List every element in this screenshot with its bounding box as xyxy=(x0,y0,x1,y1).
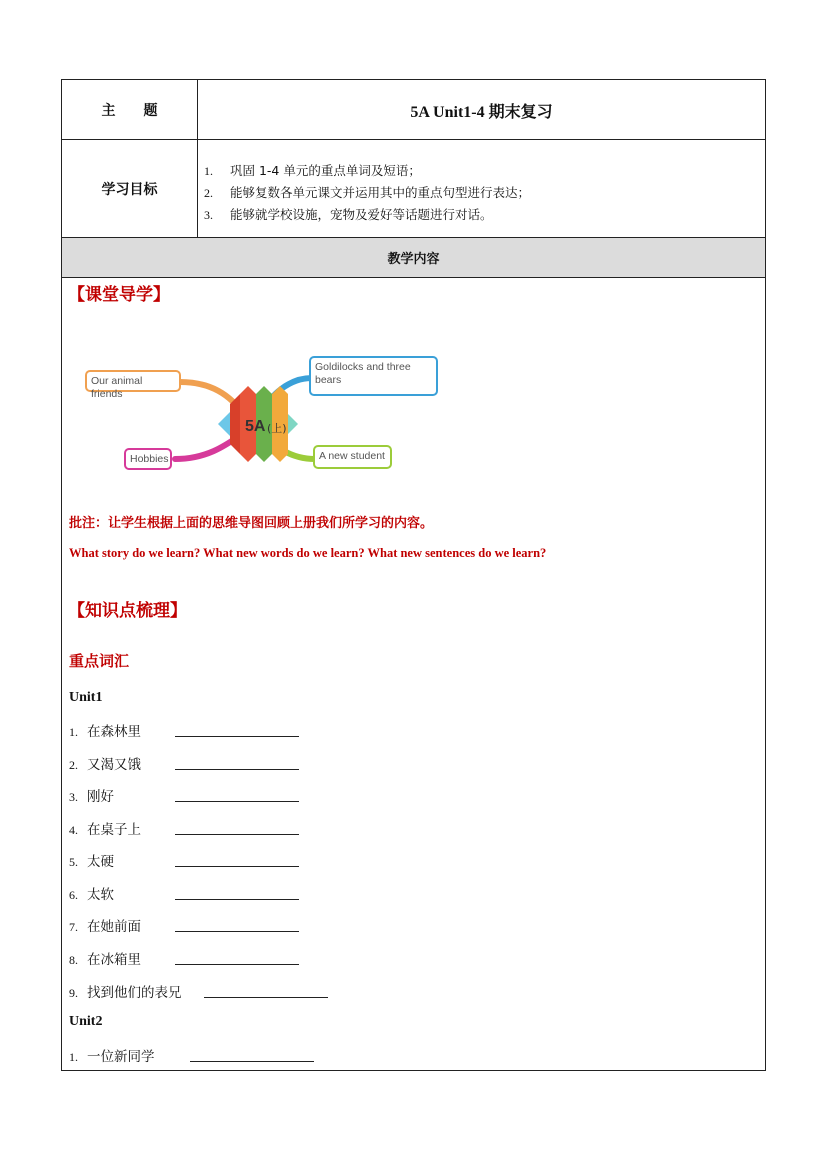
goal-num: 2. xyxy=(204,186,213,200)
section-knowledge-title: 【知识点梳理】 xyxy=(68,601,187,621)
vocab-item xyxy=(69,785,114,805)
lesson-plan-table xyxy=(61,79,766,1071)
vocab-text: 又渴又饿 xyxy=(87,757,141,773)
node-hobbies: Hobbies xyxy=(124,448,172,470)
goal-item xyxy=(204,160,530,182)
key-vocab-title: 重点词汇 xyxy=(69,652,130,670)
vocab-num: 1. xyxy=(69,1050,78,1064)
mind-map xyxy=(80,354,440,484)
node-goldilocks: Goldilocks and three bears xyxy=(309,356,438,396)
vocab-item xyxy=(69,948,141,968)
note-en: What story do we learn? What new words do we learn? What new sentences do we learn? xyxy=(69,546,547,560)
answer-blank[interactable] xyxy=(175,769,299,770)
vocab-num: 3. xyxy=(69,790,78,804)
mind-map-center-sub: (上) xyxy=(267,422,287,435)
goal-text: 能够就学校设施，宠物及爱好等话题进行对话。 xyxy=(230,207,493,222)
goals-row xyxy=(62,140,765,238)
vocab-text: 刚好 xyxy=(87,789,114,805)
vocab-item xyxy=(69,850,114,870)
answer-blank[interactable] xyxy=(190,1061,314,1062)
vocab-text: 在冰箱里 xyxy=(87,952,141,968)
goals-list xyxy=(204,160,530,226)
vocab-text: 太硬 xyxy=(87,854,114,870)
mind-map-center-main: 5A xyxy=(245,418,266,435)
vocab-text: 一位新同学 xyxy=(87,1049,155,1065)
vocab-item xyxy=(69,818,141,838)
vocab-text: 太软 xyxy=(87,887,114,903)
vocab-num: 2. xyxy=(69,758,78,772)
vocab-text: 找到他们的表兄 xyxy=(87,985,182,1001)
node-our-animal-friends: Our animal friends xyxy=(85,370,181,392)
vocab-num: 1. xyxy=(69,725,78,739)
hex-strip-red xyxy=(230,394,240,454)
vocab-text: 在森林里 xyxy=(87,724,141,740)
goal-num: 1. xyxy=(204,164,213,178)
goal-num: 3. xyxy=(204,208,213,222)
vocab-item xyxy=(69,1045,155,1065)
note-cn: 批注：让学生根据上面的思维导图回顾上册我们所学习的内容。 xyxy=(69,516,434,531)
vocab-num: 9. xyxy=(69,986,78,1000)
content-body xyxy=(62,278,765,1070)
vocab-num: 6. xyxy=(69,888,78,902)
answer-blank[interactable] xyxy=(204,997,328,998)
vocab-num: 7. xyxy=(69,920,78,934)
vocab-item xyxy=(69,753,141,773)
answer-blank[interactable] xyxy=(175,899,299,900)
section-guide-title: 【课堂导学】 xyxy=(68,285,170,305)
goal-item xyxy=(204,182,530,204)
left-arrow-icon xyxy=(218,412,230,436)
vocab-num: 8. xyxy=(69,953,78,967)
vocab-num: 4. xyxy=(69,823,78,837)
answer-blank[interactable] xyxy=(175,801,299,802)
vocab-item xyxy=(69,915,141,935)
answer-blank[interactable] xyxy=(175,834,299,835)
answer-blank[interactable] xyxy=(175,964,299,965)
unit1-label: Unit1 xyxy=(69,690,103,705)
topic-label: 主 题 xyxy=(62,80,198,139)
answer-blank[interactable] xyxy=(175,866,299,867)
vocab-item xyxy=(69,720,141,740)
unit2-label: Unit2 xyxy=(69,1014,103,1029)
node-a-new-student: A new student xyxy=(313,445,392,469)
goals-label: 学习目标 xyxy=(62,140,198,237)
goal-text: 能够复数各单元课文并运用其中的重点句型进行表达； xyxy=(230,185,531,200)
content-header: 教学内容 xyxy=(62,238,765,278)
vocab-text: 在她前面 xyxy=(87,919,141,935)
vocab-item xyxy=(69,981,182,1001)
answer-blank[interactable] xyxy=(175,736,299,737)
vocab-text: 在桌子上 xyxy=(87,822,141,838)
vocab-num: 5. xyxy=(69,855,78,869)
topic-cell xyxy=(198,80,765,139)
goal-text: 巩固 1-4 单元的重点单词及短语； xyxy=(230,163,421,178)
answer-blank[interactable] xyxy=(175,931,299,932)
goal-item xyxy=(204,204,530,226)
page-title: 5A Unit1-4 期末复习 xyxy=(410,104,553,121)
goals-cell xyxy=(198,140,765,237)
vocab-item xyxy=(69,883,114,903)
topic-row xyxy=(62,80,765,140)
